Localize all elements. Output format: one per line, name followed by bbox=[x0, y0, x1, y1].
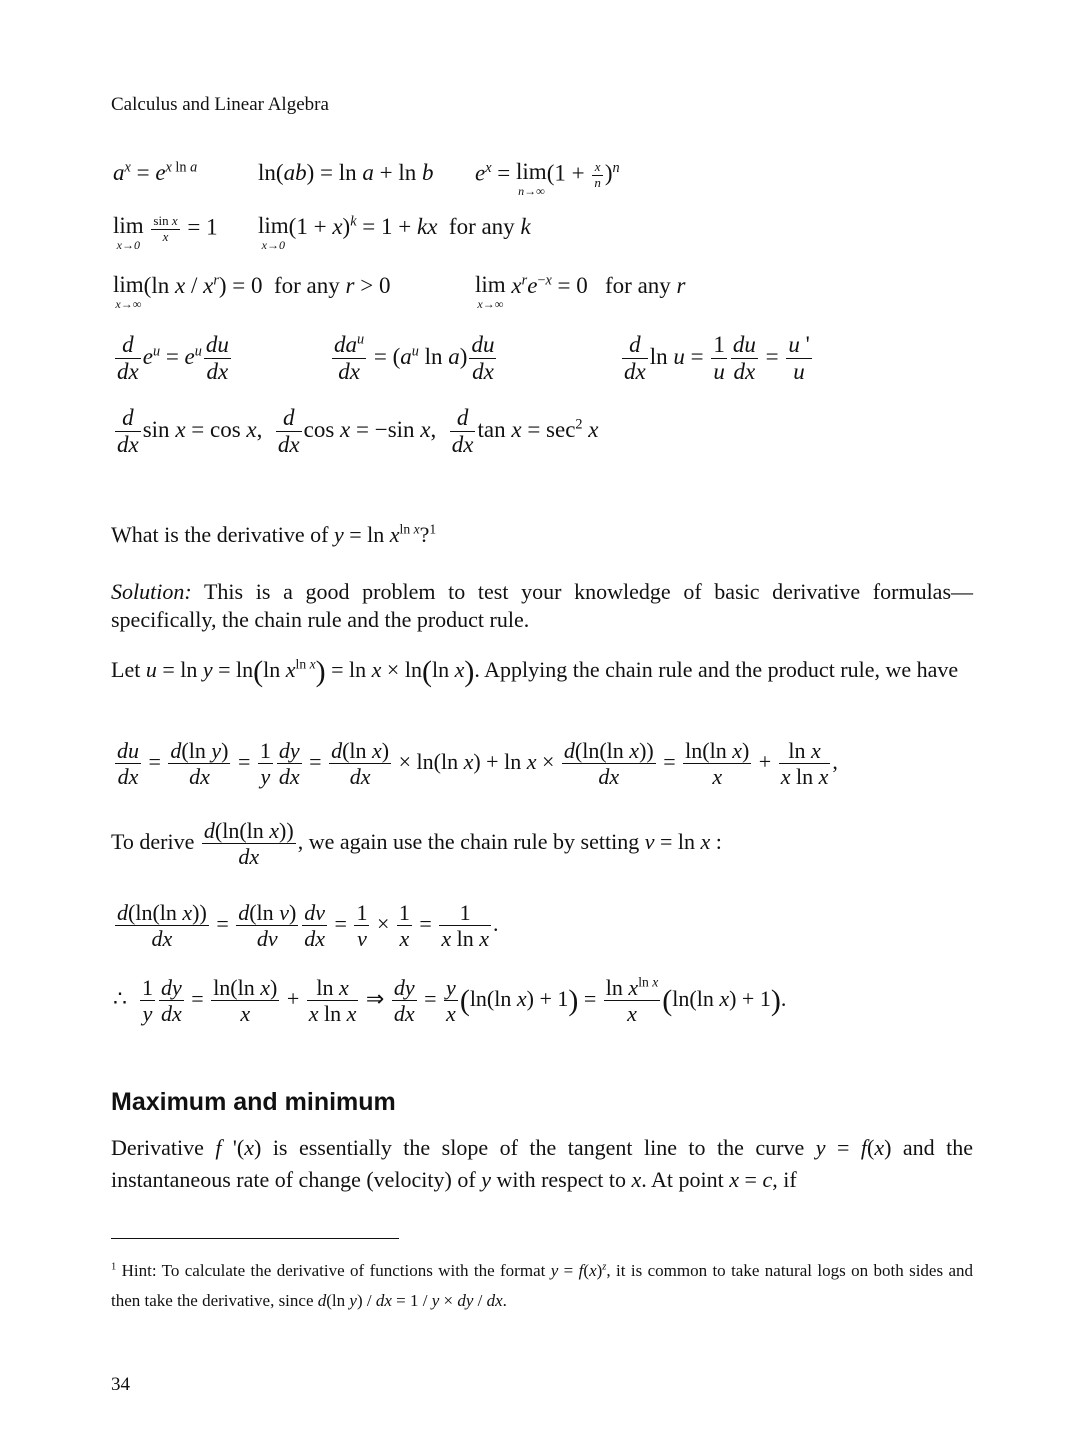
formula-deriv-trig: $\frac{d}{dx}$ sin x = cos x, $\frac{d}{dx}$ cos x = −sin x, $\frac{d}{dx}$ $\tan x = \sec^2 x$ bbox=[117, 405, 599, 458]
footnote: $^1$ Hint: To calculate the derivative of functions with the format $y = f(x)^z$, it is common to take natural logs on both sides and then take the derivative, since d(ln y) / dx = 1 / y × dy / dx. bbox=[111, 1261, 974, 1310]
final-derivative-equation: ∴ $\frac{1}{y}$ $\frac{dy}{dx}$ = $\frac{\text{ln(ln x)}}{x}$ + $\frac{\text{ln x}}{\text{x ln x}}$ ⇒ $\frac{dy}{dx}$ = $\frac{y}{x}$ (ln(ln x) + 1) = $\frac{\ln x^{ln x}}{x}$ (ln(ln x) + 1). bbox=[113, 974, 787, 1027]
page-number: 34 bbox=[111, 1374, 130, 1395]
formula-deriv-au: $\frac{da^u}{dx}$ = ($a^u$ ln a) $\frac{du}{dx}$ bbox=[334, 331, 495, 385]
chain-rule-equation: $\frac{\text{d(ln(ln x))}}{dx}$ = $\frac{\text{d(ln v)}}{dv}$ $\frac{dv}{dx}$ = $\frac{1}{v}$ × $\frac{1}{x}$ = $\frac{1}{\text{x ln x}}$ . bbox=[117, 900, 499, 952]
formula-deriv-lnu: $\frac{d}{dx}$ ln u = $\frac{1}{u}$ $\frac{du}{dx}$ = $\frac{u '}{u}$ bbox=[624, 332, 810, 385]
section-heading: Maximum and minimum bbox=[111, 1088, 396, 1116]
formula-binomial-limit: lim x→0 $(1 + x)^k = 1$ + kx for any k bbox=[258, 213, 531, 252]
question: What is the derivative of $y = \ln x^{ln x}?^1$ bbox=[111, 521, 437, 547]
formula-log-product: ln(ab) = ln a + ln b bbox=[258, 160, 434, 185]
formula-deriv-eu: $\frac{d}{dx}$ $e^u = e^u$ $\frac{du}{dx}$ bbox=[117, 332, 229, 385]
formula-e-limit: $e^x = \lim$ n→∞ (1 + $\frac{x}{n}$ )$^n$ bbox=[475, 159, 620, 198]
section-paragraph: Derivative f '(x) is essentially the slope of the tangent line to the curve y = f(x) and the instantaneous rate of change (velocity) of y with respect to x. At point x = c, if bbox=[111, 1135, 974, 1192]
formula-exponential: $a^x = e^{x ln a}$ bbox=[113, 159, 198, 185]
formula-lnx-limit: lim x→∞ (ln $x / x^r) = 0$ for any r > 0 bbox=[113, 272, 391, 311]
solution-let-paragraph: Let u = ln y = ln(ln $x^{ln x}) = \ln x \times \ln(\ln$ x). Applying the chain rule and the product rule, we have bbox=[111, 654, 959, 688]
running-head: Calculus and Linear Algebra bbox=[111, 94, 329, 115]
formula-exp-decay-limit: lim x→∞ $x^re^{-x} = 0$ for any r bbox=[475, 272, 686, 311]
formula-sinx-limit: lim x→0 $\frac{\text{sin x}}{x}$ = 1 bbox=[113, 213, 218, 252]
solution-paragraph: Solution: This is a good problem to test your knowledge of basic derivative formulas—specifically, the chain rule and the product rule. bbox=[111, 579, 974, 632]
derivative-equation: $\frac{du}{dx}$ = $\frac{\text{d(ln y)}}{dx}$ = $\frac{1}{y}$ $\frac{dy}{dx}$ = $\frac{\text{d(ln x)}}{dx}$ × ln(ln x) + ln x × $\frac{\text{d(ln(ln x))}}{dx}$ = $\frac{\text{ln(ln x)}}{x}$ + $\frac{\text{ln x}}{\text{x ln x}}$ , bbox=[117, 738, 838, 790]
solution-label: Solution: bbox=[111, 579, 192, 604]
footnote-rule bbox=[111, 1238, 399, 1239]
derive-sentence: To derive $\frac{\text{d(ln(ln x))}}{dx}$ , we again use the chain rule by setting v = ln x : bbox=[111, 818, 722, 870]
